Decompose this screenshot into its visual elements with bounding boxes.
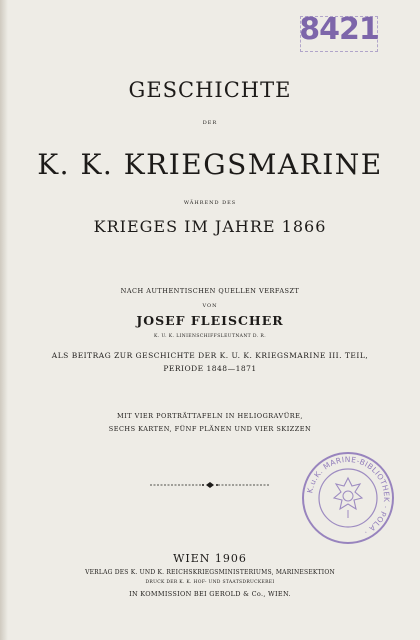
author-name: JOSEF FLEISCHER xyxy=(136,313,284,328)
catalog-number: 8421 xyxy=(299,12,379,47)
author-rank: K. U. K. LINIENSCHIFFSLEUTNANT D. R. xyxy=(153,334,267,339)
commission: IN KOMMISSION BEI GEROLD & Co., WIEN. xyxy=(129,590,291,598)
svg-text:K.u.K. MARINE-BIBLIOTHEK · POL: K.u.K. MARINE-BIBLIOTHEK · POLA · xyxy=(305,454,392,537)
title-line-3: KRIEGES IM JAHRE 1866 xyxy=(93,217,327,236)
printer: DRUCK DER K. K. HOF- UND STAATSDRUCKEREI xyxy=(145,580,275,585)
author-von: VON xyxy=(202,303,218,309)
series-line-1: ALS BEITRAG ZUR GESCHICHTE DER K. U. K. KRIEGSMARINE III. TEIL, xyxy=(51,351,369,360)
illustrations-line-2: SECHS KARTEN, FÜNF PLÄNEN UND VIER SKIZZEN xyxy=(108,425,312,433)
title-line-2: K. K. KRIEGSMARINE xyxy=(37,148,383,181)
title-der: DER xyxy=(202,120,218,126)
illustrations-line-1: MIT VIER PORTRÄTTAFELN IN HELIOGRAVÜRE, xyxy=(117,412,303,420)
catalog-number-stamp xyxy=(298,12,380,54)
authorship-note: NACH AUTHENTISCHEN QUELLEN VERFASZT xyxy=(120,287,300,295)
title-waehrend: WÄHREND DES xyxy=(183,200,237,206)
publisher: VERLAG DES K. UND K. REICHSKRIEGSMINISTERIUMS, MARINESEKTION xyxy=(85,569,335,576)
ornament-divider xyxy=(150,481,270,489)
place-year: WIEN 1906 xyxy=(173,552,247,565)
series-line-2: PERIODE 1848—1871 xyxy=(163,364,257,373)
title-line-1: GESCHICHTE xyxy=(128,78,292,102)
library-seal-stamp xyxy=(300,450,396,546)
